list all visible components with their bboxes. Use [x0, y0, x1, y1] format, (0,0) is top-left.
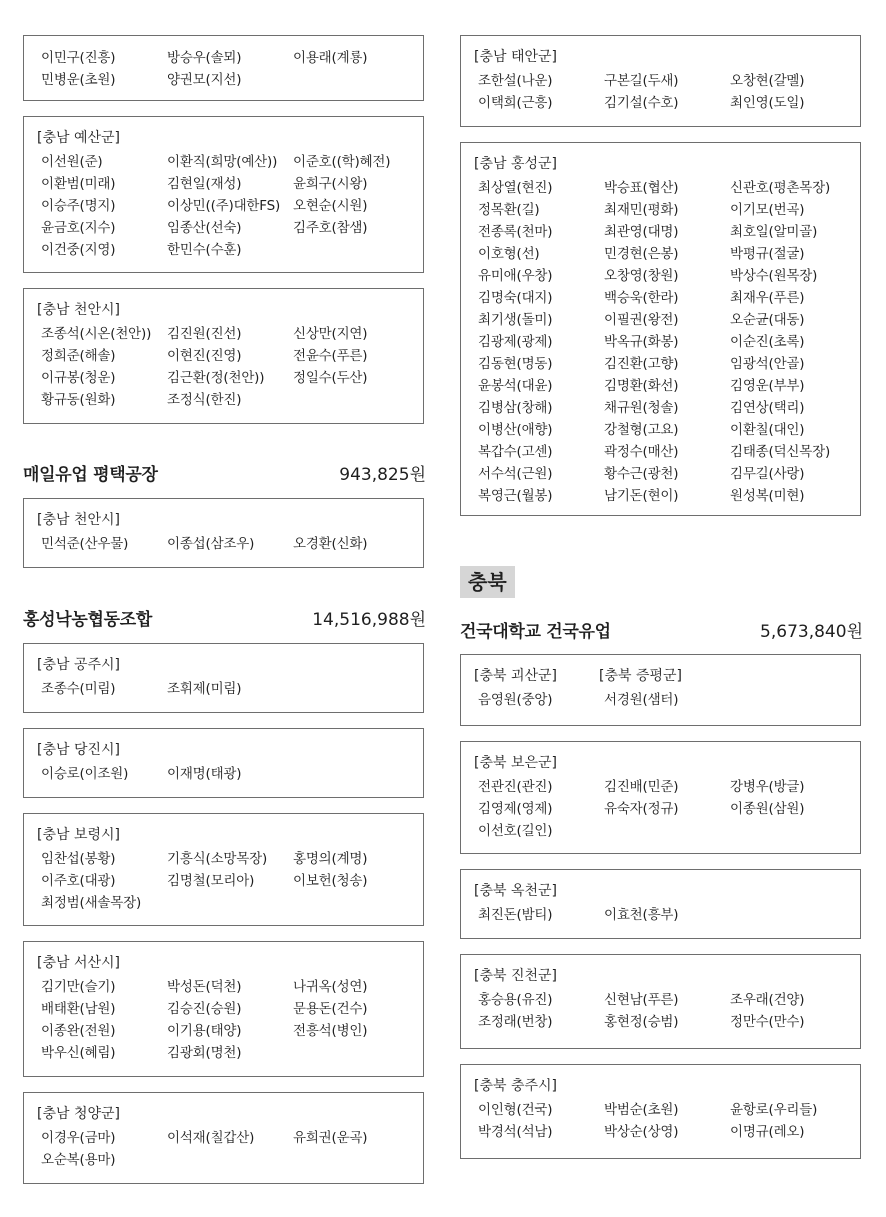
member-name: 이환직(희망(예산)): [167, 154, 278, 170]
region-box: [23, 728, 424, 798]
member-name: 이종완(전원): [41, 1023, 116, 1039]
region-box: [23, 813, 424, 926]
member-name: 방승우(솔뫼): [167, 50, 242, 66]
company-amount: 14,516,988원: [312, 610, 426, 630]
member-name: 최진돈(밤티): [478, 907, 553, 923]
company-amount: 5,673,840원: [760, 622, 863, 642]
member-name: 이호형(선): [478, 246, 540, 262]
region-box: [23, 116, 424, 273]
member-name: 윤희구(시왕): [293, 176, 368, 192]
member-name: 배태환(남원): [41, 1001, 116, 1017]
region-box: [460, 954, 861, 1049]
region-box: [23, 498, 424, 568]
region-label: [충북 진천군]: [474, 968, 557, 984]
member-name: 신현남(푸른): [604, 992, 679, 1008]
member-name: 이재명(태광): [167, 766, 242, 782]
member-name: 복갑수(고센): [478, 444, 553, 460]
member-name: 이선원(준): [41, 154, 103, 170]
member-name: 이준호((학)혜전): [293, 154, 391, 170]
region-label: [충남 당진시]: [37, 742, 120, 758]
member-name: 서경원(샘터): [604, 692, 679, 708]
member-name: 이기용(태양): [167, 1023, 242, 1039]
member-name: 이경우(금마): [41, 1130, 116, 1146]
member-name: 김주호(참샘): [293, 220, 368, 236]
member-name: 이승주(명지): [41, 198, 116, 214]
member-name: 나귀옥(성연): [293, 979, 368, 995]
member-name: 민석준(산우물): [41, 536, 129, 552]
member-name: 오순복(용마): [41, 1152, 116, 1168]
region-label: [충북 괴산군]: [474, 668, 557, 684]
member-name: 한민수(수훈): [167, 242, 242, 258]
member-name: 신관호(평촌목장): [730, 180, 831, 196]
member-name: 조종수(미림): [41, 681, 116, 697]
member-name: 윤금호(지수): [41, 220, 116, 236]
member-name: 정만수(만수): [730, 1014, 805, 1030]
company-name: 홍성낙농협동조합: [23, 610, 152, 630]
member-name: 김기만(슬기): [41, 979, 116, 995]
region-label: [충북 옥천군]: [474, 883, 557, 899]
region-box: [23, 288, 424, 424]
member-name: 임종산(선숙): [167, 220, 242, 236]
member-name: 이선호(길인): [478, 823, 553, 839]
region-box: [460, 142, 861, 516]
region-box: [460, 654, 861, 726]
region-label: [충남 공주시]: [37, 657, 120, 673]
member-name: 이석재(칠갑산): [167, 1130, 255, 1146]
member-name: 김영운(부부): [730, 378, 805, 394]
company-amount: 943,825원: [339, 465, 426, 485]
member-name: 임광석(안골): [730, 356, 805, 372]
member-name: 김병삼(창해): [478, 400, 553, 416]
member-name: 박우신(혜림): [41, 1045, 116, 1061]
member-name: 이병산(애향): [478, 422, 553, 438]
member-name: 김승진(승원): [167, 1001, 242, 1017]
region-box: [460, 869, 861, 939]
member-name: 전흥석(병인): [293, 1023, 368, 1039]
member-name: 민경현(은봉): [604, 246, 679, 262]
company-header: [23, 460, 426, 484]
member-name: 이필권(왕전): [604, 312, 679, 328]
member-name: 박경석(석남): [478, 1124, 553, 1140]
region-box: [460, 741, 861, 854]
member-name: 박옥규(화봉): [604, 334, 679, 350]
member-name: 김연상(택리): [730, 400, 805, 416]
region-box: [23, 35, 424, 101]
member-name: 이보헌(청송): [293, 873, 368, 889]
member-name: 서수석(근원): [478, 466, 553, 482]
member-name: 홍현정(승범): [604, 1014, 679, 1030]
member-name: 박범순(초원): [604, 1102, 679, 1118]
member-name: 박승표(협산): [604, 180, 679, 196]
member-name: 조정식(한진): [167, 392, 242, 408]
member-name: 조정래(번창): [478, 1014, 553, 1030]
member-name: 조종석(시온(천안)): [41, 326, 152, 342]
region-box: [460, 1064, 861, 1159]
member-name: 이효천(흥부): [604, 907, 679, 923]
member-name: 이규봉(청운): [41, 370, 116, 386]
member-name: 이환범(미래): [41, 176, 116, 192]
member-name: 음영원(중앙): [478, 692, 553, 708]
company-header: [23, 605, 426, 629]
member-name: 최재민(평화): [604, 202, 679, 218]
member-name: 김무길(사랑): [730, 466, 805, 482]
member-name: 이종섭(삼조우): [167, 536, 255, 552]
member-name: 이명규(레오): [730, 1124, 805, 1140]
member-name: 이환칠(대인): [730, 422, 805, 438]
member-name: 김진원(진선): [167, 326, 242, 342]
company-name: 건국대학교 건국유업: [460, 622, 611, 642]
member-name: 강병우(방글): [730, 779, 805, 795]
member-name: 최인영(도일): [730, 95, 805, 111]
region-box: [460, 35, 861, 127]
member-name: 오경환(신화): [293, 536, 368, 552]
member-name: 김명철(모리아): [167, 873, 255, 889]
member-name: 박성돈(덕천): [167, 979, 242, 995]
member-name: 유숙자(정규): [604, 801, 679, 817]
member-name: 오창현(갈멜): [730, 73, 805, 89]
member-name: 이종원(삼원): [730, 801, 805, 817]
member-name: 김기설(수호): [604, 95, 679, 111]
member-name: 최상열(현진): [478, 180, 553, 196]
member-name: 이건중(지영): [41, 242, 116, 258]
member-name: 황수근(광천): [604, 466, 679, 482]
region-label: [충남 보령시]: [37, 827, 120, 843]
member-name: 신상만(지연): [293, 326, 368, 342]
member-name: 강철형(고요): [604, 422, 679, 438]
member-name: 윤항로(우리들): [730, 1102, 818, 1118]
member-name: 채규원(청솔): [604, 400, 679, 416]
region-box: [23, 941, 424, 1077]
member-name: 김명숙(대지): [478, 290, 553, 306]
member-name: 오순균(대동): [730, 312, 805, 328]
member-name: 최관영(대명): [604, 224, 679, 240]
member-name: 최호일(알미골): [730, 224, 818, 240]
member-name: 전종록(천마): [478, 224, 553, 240]
member-name: 조한설(나운): [478, 73, 553, 89]
member-name: 최정범(새솔목장): [41, 895, 142, 911]
member-name: 이주호(대광): [41, 873, 116, 889]
region-box: [23, 643, 424, 713]
region-label: [충북 충주시]: [474, 1078, 557, 1094]
member-name: 김광회(명천): [167, 1045, 242, 1061]
member-name: 김명환(화선): [604, 378, 679, 394]
member-name: 홍명의(계명): [293, 851, 368, 867]
member-name: 민병운(초원): [41, 72, 116, 88]
member-name: 이택희(근흥): [478, 95, 553, 111]
member-name: 원성복(미현): [730, 488, 805, 504]
member-name: 박상순(상영): [604, 1124, 679, 1140]
member-name: 최기생(돌미): [478, 312, 553, 328]
region-label: [충남 홍성군]: [474, 156, 557, 172]
member-name: 김광제(광제): [478, 334, 553, 350]
member-name: 전관진(관진): [478, 779, 553, 795]
member-name: 문용돈(건수): [293, 1001, 368, 1017]
member-name: 홍승용(유진): [478, 992, 553, 1008]
member-name: 정목환(길): [478, 202, 540, 218]
member-name: 정일수(두산): [293, 370, 368, 386]
member-name: 오현순(시원): [293, 198, 368, 214]
member-name: 윤봉석(대윤): [478, 378, 553, 394]
member-name: 이상민((주)대한FS): [167, 198, 281, 214]
member-name: 이인형(건국): [478, 1102, 553, 1118]
member-name: 이기모(번곡): [730, 202, 805, 218]
member-name: 이민구(진흥): [41, 50, 116, 66]
member-name: 이현진(진영): [167, 348, 242, 364]
member-name: 남기돈(현이): [604, 488, 679, 504]
region-label: [충남 서산시]: [37, 955, 120, 971]
member-name: 조휘제(미림): [167, 681, 242, 697]
member-name: 유희권(운곡): [293, 1130, 368, 1146]
member-name: 김태종(덕신목장): [730, 444, 831, 460]
region-label: [충남 천안시]: [37, 302, 120, 318]
company-header: [460, 617, 863, 641]
member-name: 복영근(월봉): [478, 488, 553, 504]
region-label: [충남 천안시]: [37, 512, 120, 528]
member-name: 박상수(원목장): [730, 268, 818, 284]
member-name: 김근환(정(천안)): [167, 370, 265, 386]
province-heading: 충북: [460, 566, 515, 598]
company-name: 매일유업 평택공장: [23, 465, 158, 485]
region-label: [충남 태안군]: [474, 49, 557, 65]
member-name: 황규동(원화): [41, 392, 116, 408]
member-name: 정희준(해솔): [41, 348, 116, 364]
member-name: 이용래(계룡): [293, 50, 368, 66]
member-name: 양권모(지선): [167, 72, 242, 88]
member-name: 곽정수(매산): [604, 444, 679, 460]
member-name: 구본길(두새): [604, 73, 679, 89]
member-name: 이승로(이조원): [41, 766, 129, 782]
region-label: [충남 청양군]: [37, 1106, 120, 1122]
member-name: 기흥식(소망목장): [167, 851, 268, 867]
member-name: 박평규(절굴): [730, 246, 805, 262]
member-name: 김진환(고향): [604, 356, 679, 372]
region-label: [충북 보은군]: [474, 755, 557, 771]
member-name: 김진배(민준): [604, 779, 679, 795]
member-name: 백승욱(한라): [604, 290, 679, 306]
member-name: 조우래(건양): [730, 992, 805, 1008]
member-name: 전윤수(푸른): [293, 348, 368, 364]
region-label: [충남 예산군]: [37, 130, 120, 146]
member-name: 유미애(우창): [478, 268, 553, 284]
region-label: [충북 증평군]: [599, 668, 682, 684]
member-name: 김동현(명동): [478, 356, 553, 372]
member-name: 이순진(초록): [730, 334, 805, 350]
region-box: [23, 1092, 424, 1184]
member-name: 김현일(재성): [167, 176, 242, 192]
member-name: 오창영(창원): [604, 268, 679, 284]
member-name: 김영제(영제): [478, 801, 553, 817]
member-name: 임찬섭(봉황): [41, 851, 116, 867]
member-name: 최재우(푸른): [730, 290, 805, 306]
